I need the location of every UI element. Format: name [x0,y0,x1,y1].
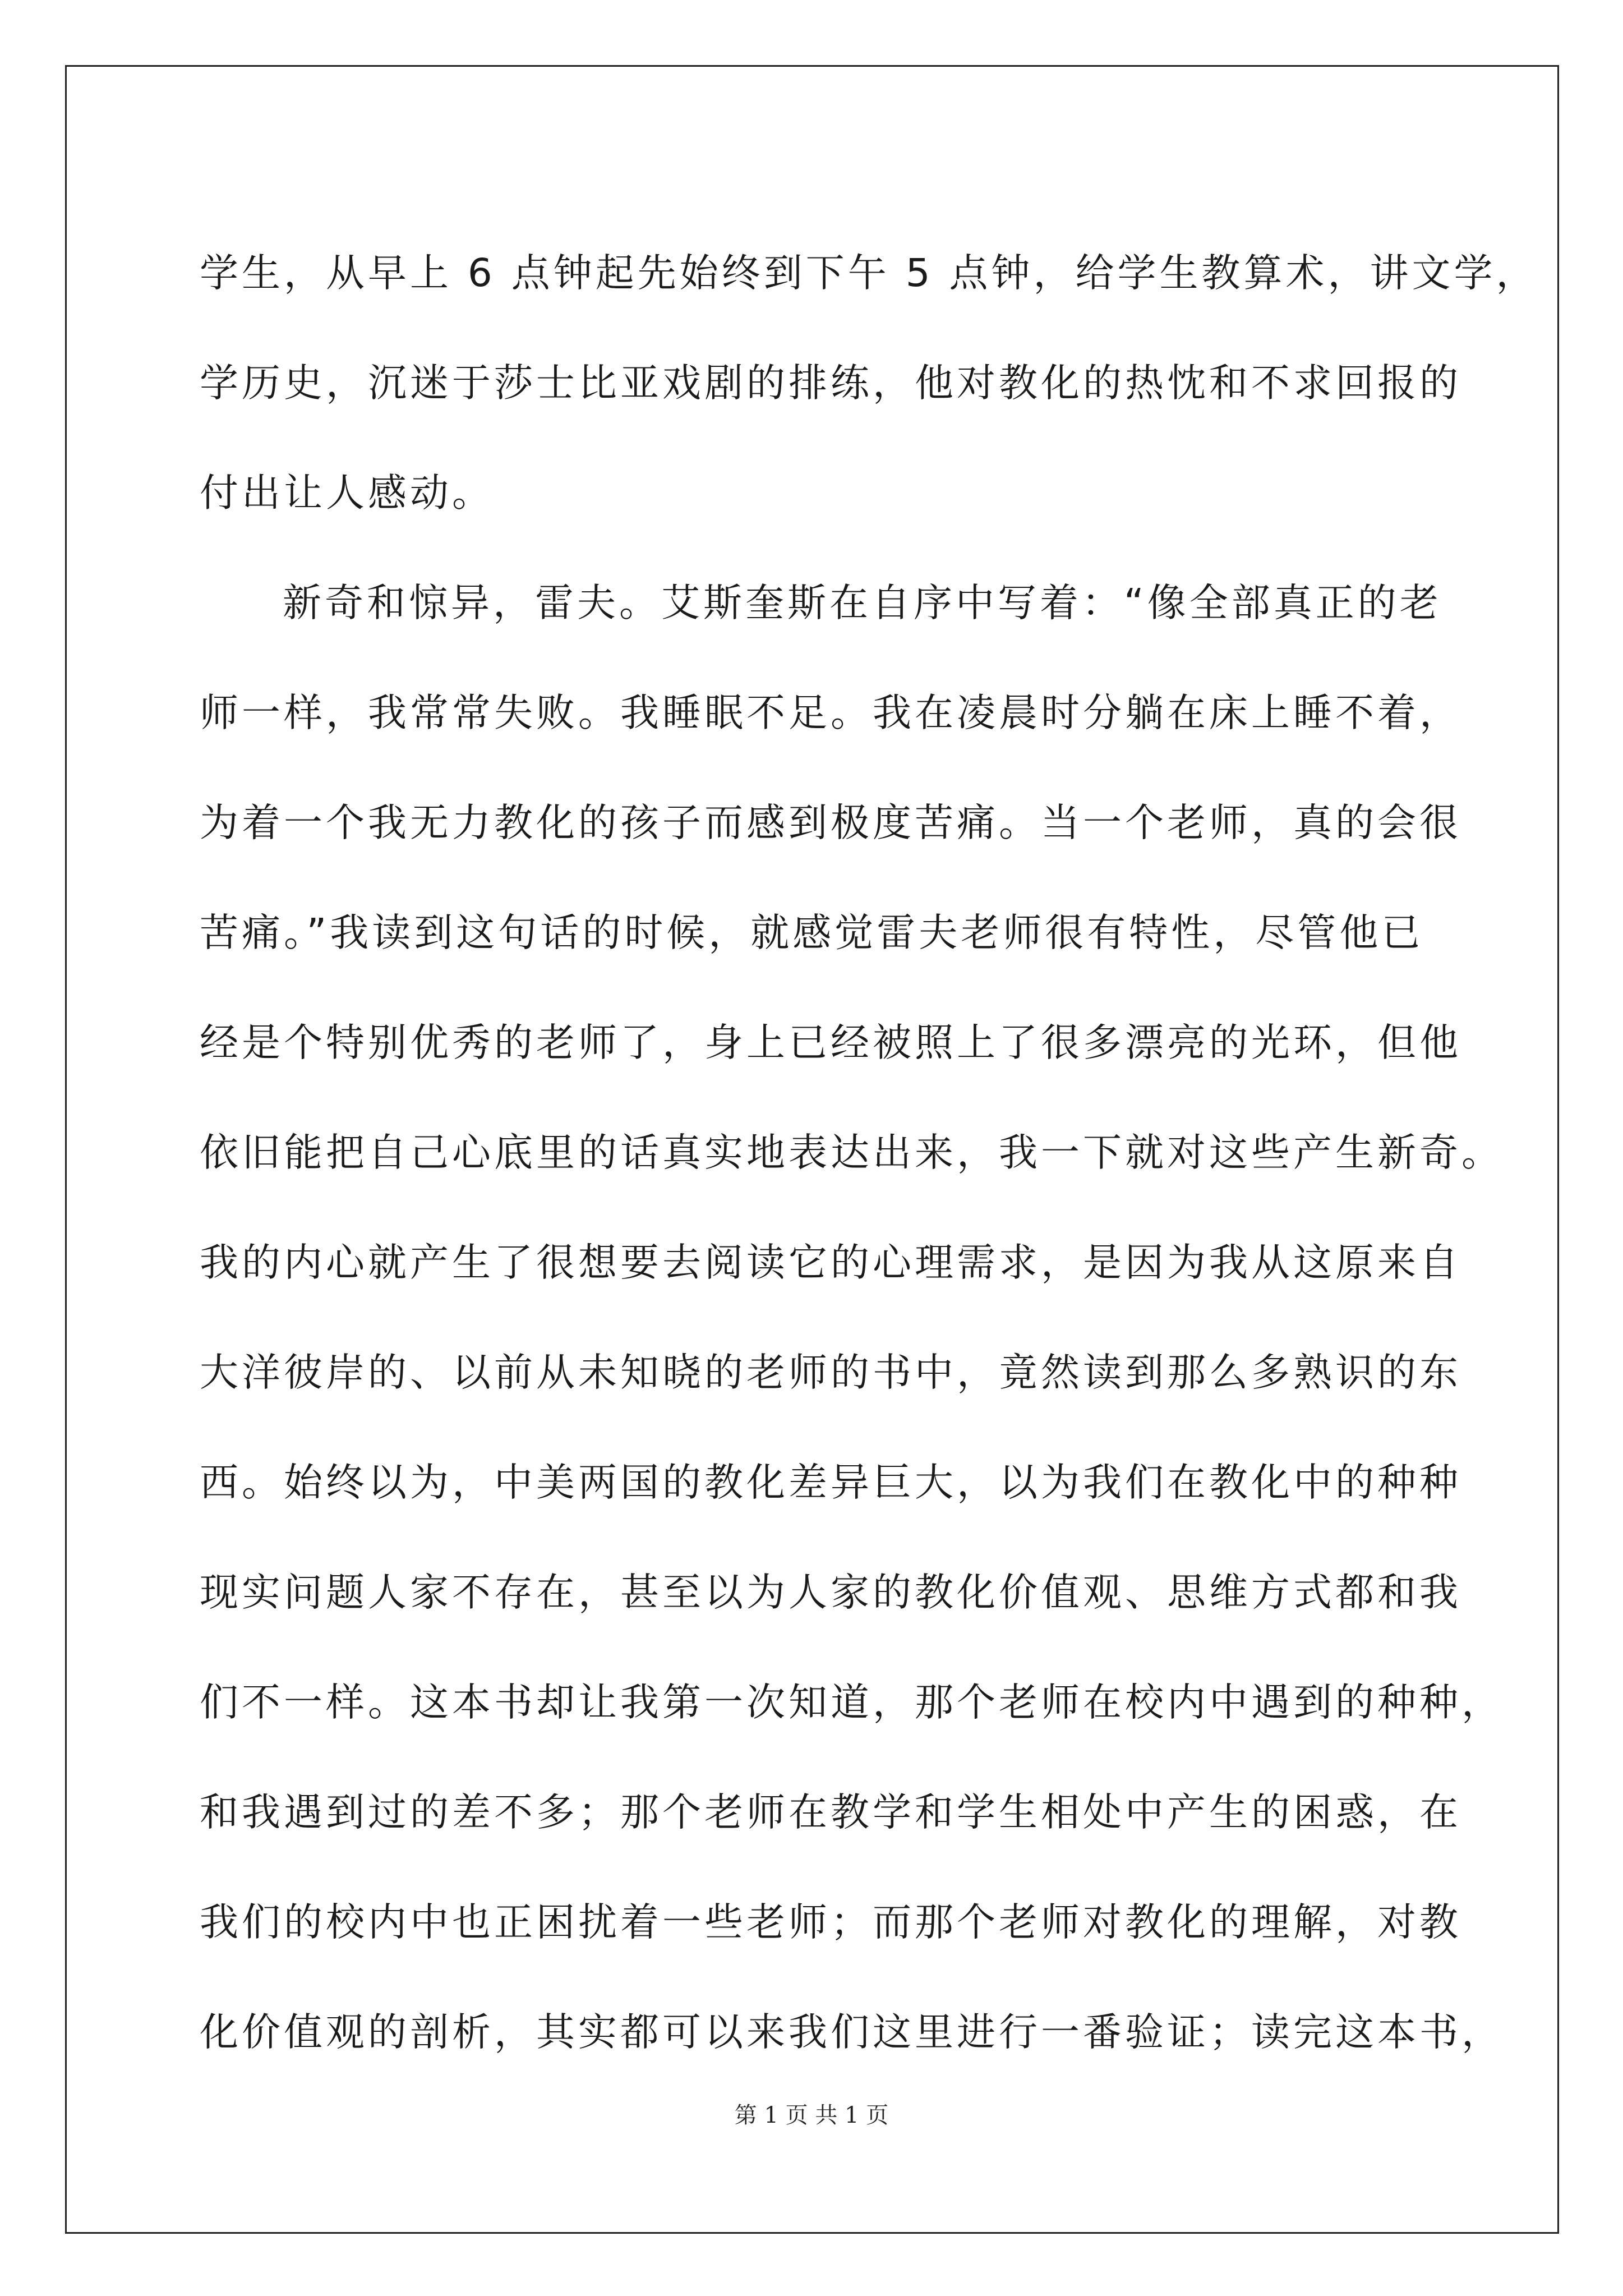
text-line: 付出让人感动。 [200,471,494,516]
body-text [200,218,1538,2087]
text-line: 依旧能把自己心底里的话真实地表达出来，我一下就对这些产生新奇。 [200,1130,1504,1175]
text-line: 为着一个我无力教化的孩子而感到极度苦痛。当一个老师，真的会很 [200,800,1461,845]
text-line: 师一样，我常常失败。我睡眠不足。我在凌晨时分躺在床上睡不着， [200,691,1461,735]
paragraph-start-line: 新奇和惊异，雷夫。艾斯奎斯在自序中写着：“像全部真正的老 [283,581,1442,625]
text-line: 现实问题人家不存在，甚至以为人家的教化价值观、思维方式都和我 [200,1570,1461,1615]
text-line: 苦痛。”我读到这句话的时候，就感觉雷夫老师很有特性，尽管他已 [200,910,1424,955]
text-line: 我们的校内中也正困扰着一些老师；而那个老师对教化的理解，对教 [200,1900,1461,1945]
text-line: 我的内心就产生了很想要去阅读它的心理需求，是因为我从这原来自 [200,1240,1461,1285]
text-line: 学历史，沉迷于莎士比亚戏剧的排练，他对教化的热忱和不求回报的 [200,361,1461,406]
text-line: 学生，从早上 6 点钟起先始终到下午 5 点钟，给学生教算术，讲文学， [200,251,1538,296]
text-line: 们不一样。这本书却让我第一次知道，那个老师在校内中遇到的种种， [200,1680,1504,1725]
page-footer: 第 1 页 共 1 页 [734,2102,889,2128]
text-line: 大洋彼岸的、以前从未知晓的老师的书中，竟然读到那么多熟识的东 [200,1350,1461,1395]
text-line: 化价值观的剖析，其实都可以来我们这里进行一番验证；读完这本书， [200,2010,1504,2055]
text-line: 西。始终以为，中美两国的教化差异巨大，以为我们在教化中的种种 [200,1460,1461,1505]
text-line: 经是个特别优秀的老师了，身上已经被照上了很多漂亮的光环，但他 [200,1020,1461,1065]
text-line: 和我遇到过的差不多；那个老师在教学和学生相处中产生的困惑，在 [200,1790,1461,1835]
